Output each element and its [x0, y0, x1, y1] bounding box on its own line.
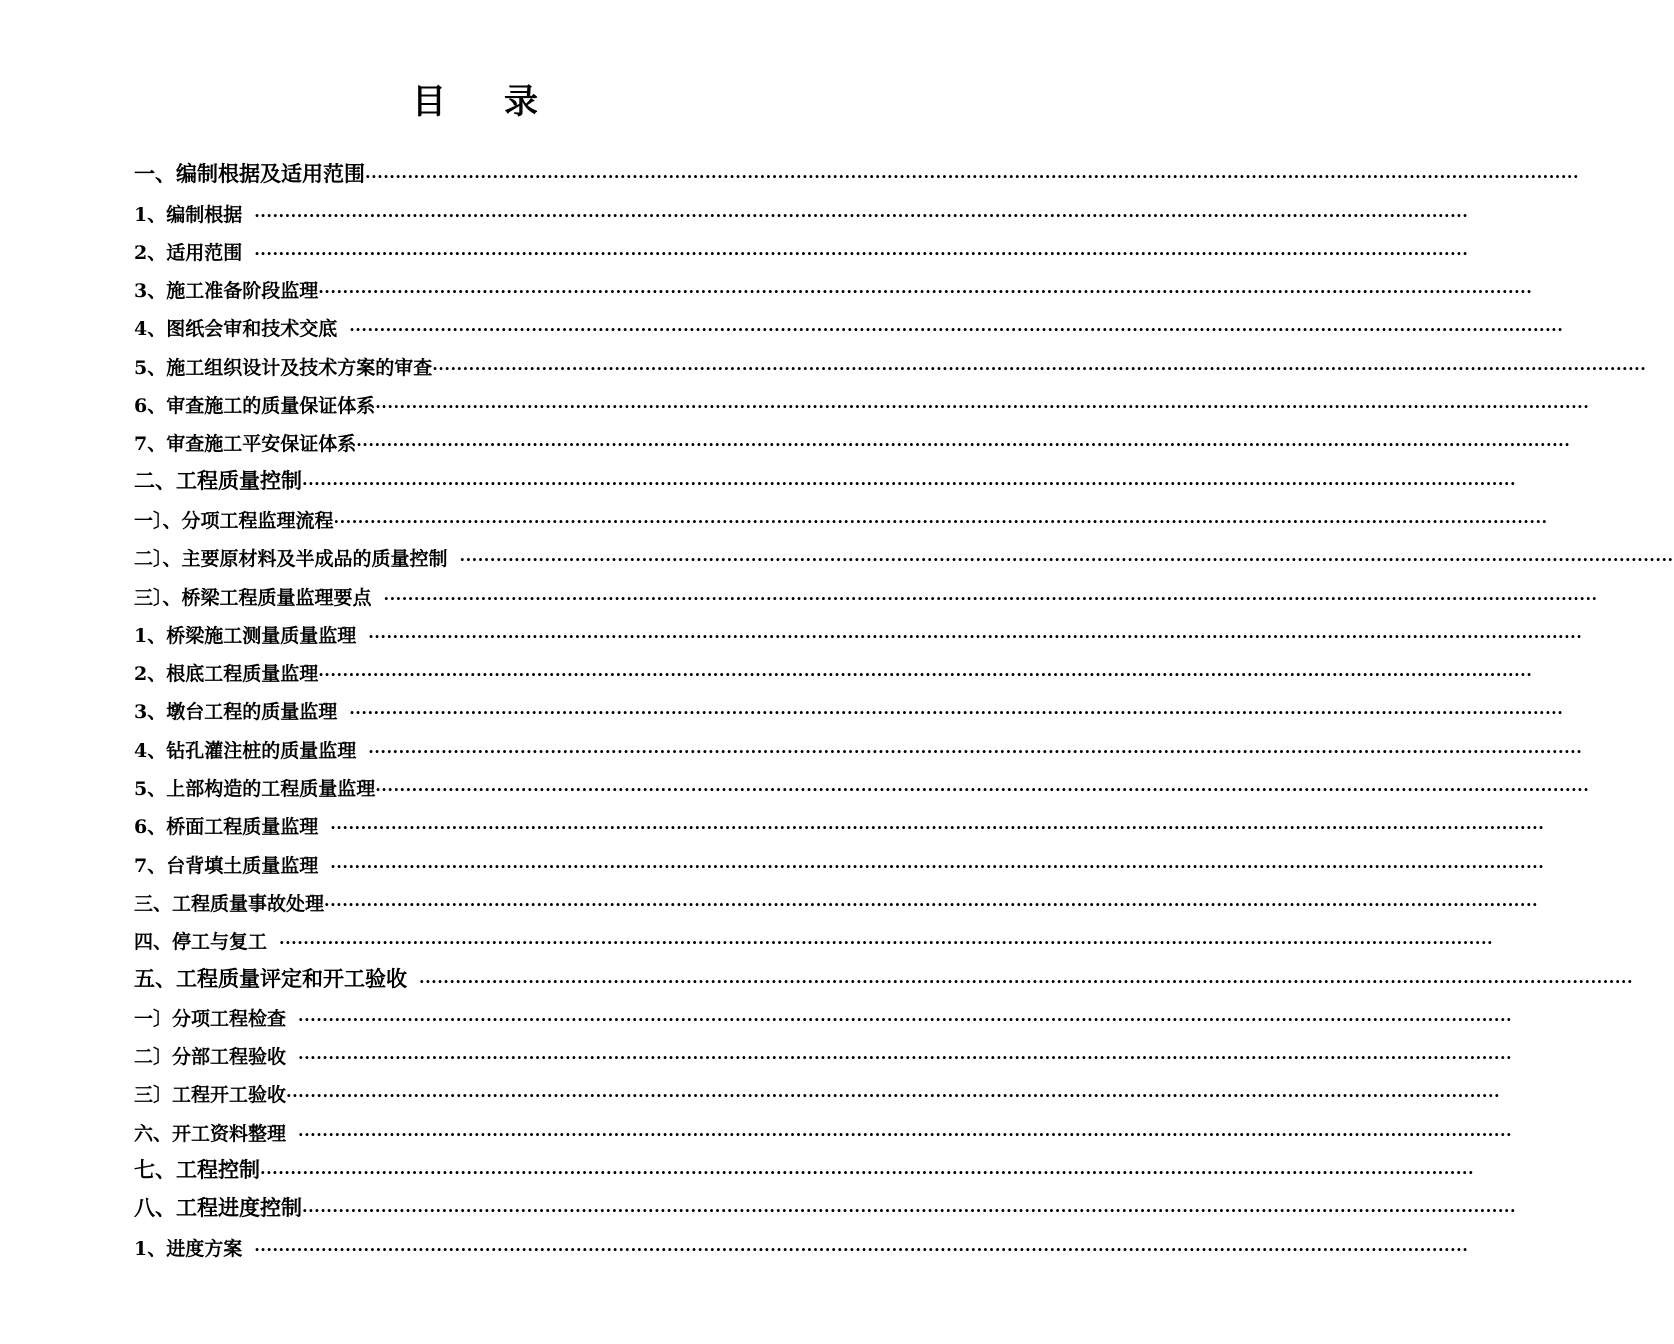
toc-entry-label: 六、开工资料整理 [134, 1122, 287, 1145]
toc-leader-dots: ········································································································································································································ [260, 1163, 1475, 1183]
toc-entry-label: 5、上部构造的工程质量监理 [134, 778, 376, 801]
toc-leader-dots: ········································································································································································································ [349, 703, 1564, 723]
toc-entry[interactable] [134, 341, 1647, 379]
toc-entry[interactable] [134, 1107, 1513, 1145]
toc-entry-label: 五、工程质量评定和开工验收 [134, 965, 407, 991]
toc-leader-dots: ········································································································································································································ [368, 741, 1583, 761]
toc-entry-label: 三、工程质量事故处理 [134, 892, 325, 915]
toc-leader-dots: ········································································································································································································ [298, 1009, 1513, 1029]
toc-leader-dots: ········································································································································································································ [368, 626, 1583, 646]
toc-leader-dots: ········································································································································································································ [318, 282, 1533, 302]
toc-entry-label: 3、墩台工程的质量监理 [134, 701, 338, 724]
toc-entry[interactable] [134, 724, 1583, 762]
toc-leader-dots: ········································································································································································································ [383, 588, 1598, 608]
toc-entry[interactable] [134, 456, 1517, 494]
toc-entry-label: 三〕、桥梁工程质量监理要点 [134, 586, 372, 609]
toc-entry-label: 4、钻孔灌注桩的质量监理 [134, 739, 357, 762]
toc-leader-dots: ········································································································································································································ [318, 665, 1533, 685]
toc-entry-label: 4、图纸会审和技术交底 [134, 318, 338, 341]
toc-entry-label: 6、审查施工的质量保证体系 [134, 395, 376, 418]
toc-leader-dots: ········································································································································································································ [375, 397, 1590, 417]
toc-entry-label: 7、审查施工平安保证体系 [134, 433, 357, 456]
toc-entry[interactable] [134, 648, 1533, 686]
toc-leader-dots: ········································································································································································································ [459, 550, 1674, 570]
toc-entry-label: 2、根底工程质量监理 [134, 663, 319, 686]
toc-entry-label: 5、施工组织设计及技术方案的审查 [134, 356, 433, 379]
toc-entry[interactable] [134, 533, 1674, 571]
toc-entry[interactable] [134, 916, 1494, 954]
toc-entry-label: 一、编制根据及适用范围 [134, 161, 365, 187]
toc-entry[interactable] [134, 571, 1598, 609]
toc-leader-dots: ········································································································································································································ [419, 971, 1634, 991]
toc-entry-label: 1、编制根据 [134, 203, 243, 226]
toc-entry-label: 7、台背填土质量监理 [134, 854, 319, 877]
toc-entry[interactable] [134, 380, 1590, 418]
toc-leader-dots: ········································································································································································································ [298, 1048, 1513, 1068]
toc-entry[interactable] [134, 495, 1548, 533]
toc-entry-label: 二〕、主要原材料及半成品的质量控制 [134, 548, 448, 571]
toc-leader-dots: ········································································································································································································ [298, 1124, 1513, 1144]
toc-leader-dots: ········································································································································································································ [254, 205, 1469, 225]
toc-entry[interactable] [134, 227, 1469, 265]
toc-entry[interactable] [134, 188, 1469, 226]
toc-entry[interactable] [134, 686, 1564, 724]
toc-entry[interactable] [134, 1222, 1469, 1260]
toc-leader-dots: ········································································································································································································ [330, 856, 1545, 876]
toc-leader-dots: ········································································································································································································ [330, 818, 1545, 838]
title-char-1: 目 [412, 82, 446, 122]
toc-leader-dots: ········································································································································································································ [349, 320, 1564, 340]
toc-entry[interactable] [134, 954, 1634, 992]
toc-entry[interactable] [134, 610, 1583, 648]
toc-entry[interactable] [134, 878, 1539, 916]
toc-entry[interactable] [134, 763, 1590, 801]
toc-leader-dots: ········································································································································································································ [254, 1239, 1469, 1259]
toc-entry-label: 1、桥梁施工测量质量监理 [134, 624, 357, 647]
toc-entry[interactable] [134, 1069, 1501, 1107]
toc-entry[interactable] [134, 839, 1545, 877]
toc-leader-dots: ········································································································································································································ [302, 1201, 1517, 1221]
toc-entry[interactable] [134, 1146, 1475, 1184]
toc-entry-label: 3、施工准备阶段监理 [134, 280, 319, 303]
toc-entry-label: 四、停工与复工 [134, 931, 268, 954]
toc-leader-dots: ········································································································································································································ [324, 894, 1539, 914]
toc-leader-dots: ········································································································································································································ [356, 435, 1571, 455]
toc-entry-label: 一〕分项工程检查 [134, 1007, 287, 1030]
toc-entry[interactable] [134, 1184, 1517, 1222]
page-title [0, 74, 950, 123]
toc-entry[interactable] [134, 1031, 1513, 1069]
toc-entry-label: 二〕分部工程验收 [134, 1046, 287, 1069]
toc-entry[interactable] [134, 993, 1513, 1031]
toc-leader-dots: ········································································································································································································ [302, 473, 1517, 493]
toc-entry-label: 6、桥面工程质量监理 [134, 816, 319, 839]
toc-leader-dots: ········································································································································································································ [254, 243, 1469, 263]
toc-leader-dots: ········································································································································································································ [333, 511, 1548, 531]
toc-entry[interactable] [134, 150, 1580, 188]
toc-entry[interactable] [134, 418, 1571, 456]
table-of-contents [134, 150, 1674, 1261]
toc-entry-label: 一〕、分项工程监理流程 [134, 509, 334, 532]
toc-entry-label: 七、工程控制 [134, 1157, 260, 1183]
toc-leader-dots: ········································································································································································································ [286, 1086, 1501, 1106]
toc-entry-label: 二、工程质量控制 [134, 467, 302, 493]
toc-leader-dots: ········································································································································································································ [432, 358, 1647, 378]
toc-entry-label: 1、进度方案 [134, 1237, 243, 1260]
toc-entry-label: 八、工程进度控制 [134, 1195, 302, 1221]
toc-leader-dots: ········································································································································································································ [365, 167, 1580, 187]
toc-entry[interactable] [134, 801, 1545, 839]
toc-entry-label: 2、适用范围 [134, 241, 243, 264]
toc-entry-label: 三〕工程开工验收 [134, 1084, 287, 1107]
toc-leader-dots: ········································································································································································································ [279, 933, 1494, 953]
toc-entry[interactable] [134, 303, 1564, 341]
title-char-2: 录 [504, 82, 538, 122]
toc-leader-dots: ········································································································································································································ [375, 780, 1590, 800]
toc-entry[interactable] [134, 265, 1533, 303]
